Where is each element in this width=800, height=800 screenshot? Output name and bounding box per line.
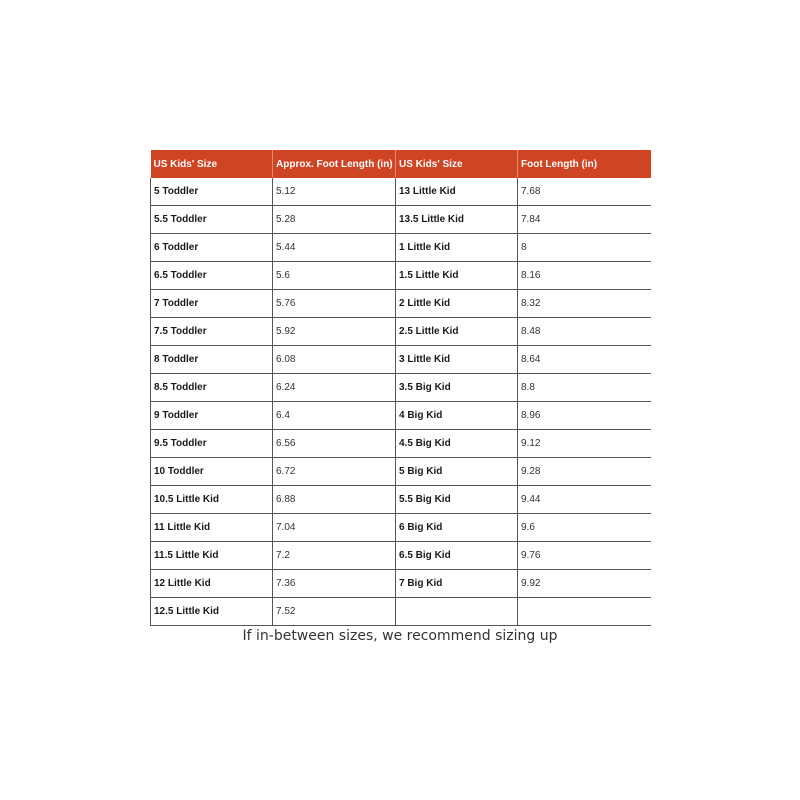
length-cell: 5.44 bbox=[273, 234, 396, 262]
table-row bbox=[151, 598, 651, 626]
length-cell: 7.68 bbox=[518, 178, 651, 206]
length-cell: 5.12 bbox=[273, 178, 396, 206]
length-cell: 5.92 bbox=[273, 318, 396, 346]
size-cell: 4.5 Big Kid bbox=[396, 430, 518, 458]
table-row bbox=[151, 542, 651, 570]
table-row bbox=[151, 234, 651, 262]
length-cell: 8.48 bbox=[518, 318, 651, 346]
size-cell: 9 Toddler bbox=[151, 402, 273, 430]
header-us-kids-size-2: US Kids' Size bbox=[396, 150, 518, 178]
length-cell bbox=[518, 598, 651, 626]
length-cell: 5.76 bbox=[273, 290, 396, 318]
size-chart-table bbox=[150, 150, 651, 626]
table-row bbox=[151, 570, 651, 598]
header-row bbox=[151, 150, 651, 178]
length-cell: 9.28 bbox=[518, 458, 651, 486]
size-cell: 2 Little Kid bbox=[396, 290, 518, 318]
table-row bbox=[151, 402, 651, 430]
table-row bbox=[151, 206, 651, 234]
length-cell: 9.6 bbox=[518, 514, 651, 542]
size-cell: 7 Toddler bbox=[151, 290, 273, 318]
length-cell: 8.96 bbox=[518, 402, 651, 430]
table-body bbox=[151, 178, 651, 626]
length-cell: 8.64 bbox=[518, 346, 651, 374]
length-cell: 8.32 bbox=[518, 290, 651, 318]
size-cell: 5.5 Toddler bbox=[151, 206, 273, 234]
size-cell: 12 Little Kid bbox=[151, 570, 273, 598]
size-cell: 10.5 Little Kid bbox=[151, 486, 273, 514]
size-cell: 13 Little Kid bbox=[396, 178, 518, 206]
length-cell: 6.56 bbox=[273, 430, 396, 458]
length-cell: 9.12 bbox=[518, 430, 651, 458]
length-cell: 9.92 bbox=[518, 570, 651, 598]
size-cell: 5.5 Big Kid bbox=[396, 486, 518, 514]
length-cell: 8 bbox=[518, 234, 651, 262]
length-cell: 7.36 bbox=[273, 570, 396, 598]
table-row bbox=[151, 290, 651, 318]
size-cell: 6.5 Toddler bbox=[151, 262, 273, 290]
length-cell: 5.28 bbox=[273, 206, 396, 234]
size-cell: 1.5 Little Kid bbox=[396, 262, 518, 290]
length-cell: 6.08 bbox=[273, 346, 396, 374]
length-cell: 8.16 bbox=[518, 262, 651, 290]
size-cell: 1 Little Kid bbox=[396, 234, 518, 262]
table-row bbox=[151, 458, 651, 486]
size-cell: 2.5 Little Kid bbox=[396, 318, 518, 346]
length-cell: 5.6 bbox=[273, 262, 396, 290]
length-cell: 6.24 bbox=[273, 374, 396, 402]
size-cell: 6.5 Big Kid bbox=[396, 542, 518, 570]
size-cell: 4 Big Kid bbox=[396, 402, 518, 430]
length-cell: 7.04 bbox=[273, 514, 396, 542]
size-cell: 10 Toddler bbox=[151, 458, 273, 486]
header-foot-length: Foot Length (in) bbox=[518, 150, 651, 178]
size-cell: 11.5 Little Kid bbox=[151, 542, 273, 570]
table-row bbox=[151, 346, 651, 374]
table-row bbox=[151, 178, 651, 206]
table-row bbox=[151, 486, 651, 514]
size-cell: 11 Little Kid bbox=[151, 514, 273, 542]
length-cell: 9.76 bbox=[518, 542, 651, 570]
length-cell: 7.84 bbox=[518, 206, 651, 234]
length-cell: 6.88 bbox=[273, 486, 396, 514]
size-cell bbox=[396, 598, 518, 626]
size-cell: 6 Toddler bbox=[151, 234, 273, 262]
length-cell: 6.4 bbox=[273, 402, 396, 430]
size-cell: 3.5 Big Kid bbox=[396, 374, 518, 402]
table-row bbox=[151, 514, 651, 542]
size-cell: 8 Toddler bbox=[151, 346, 273, 374]
size-cell: 8.5 Toddler bbox=[151, 374, 273, 402]
size-cell: 3 Little Kid bbox=[396, 346, 518, 374]
size-cell: 5 Big Kid bbox=[396, 458, 518, 486]
length-cell: 7.52 bbox=[273, 598, 396, 626]
size-cell: 7 Big Kid bbox=[396, 570, 518, 598]
table-row bbox=[151, 262, 651, 290]
length-cell: 6.72 bbox=[273, 458, 396, 486]
header-approx-foot-length: Approx. Foot Length (in) bbox=[273, 150, 396, 178]
length-cell: 8.8 bbox=[518, 374, 651, 402]
size-cell: 6 Big Kid bbox=[396, 514, 518, 542]
header-us-kids-size-1: US Kids' Size bbox=[151, 150, 273, 178]
size-cell: 13.5 Little Kid bbox=[396, 206, 518, 234]
size-cell: 9.5 Toddler bbox=[151, 430, 273, 458]
length-cell: 7.2 bbox=[273, 542, 396, 570]
size-cell: 12.5 Little Kid bbox=[151, 598, 273, 626]
table-row bbox=[151, 374, 651, 402]
sizing-footnote: If in-between sizes, we recommend sizing up bbox=[242, 628, 558, 644]
length-cell: 9.44 bbox=[518, 486, 651, 514]
table-row bbox=[151, 318, 651, 346]
table-header bbox=[151, 150, 651, 178]
size-cell: 5 Toddler bbox=[151, 178, 273, 206]
size-cell: 7.5 Toddler bbox=[151, 318, 273, 346]
table-row bbox=[151, 430, 651, 458]
